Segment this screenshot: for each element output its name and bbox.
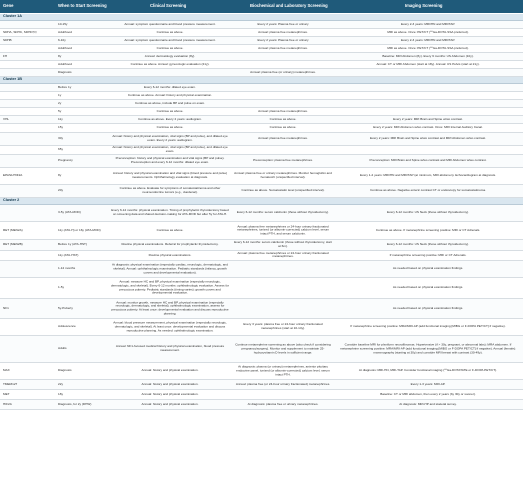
cell-clinical: Continue as above. <box>156 227 184 232</box>
cell-when: Adolescence <box>58 324 76 329</box>
cell-imaging: Annual: CT or MRI Abdomen (start at 18y). Annual: US Pelvis (start at 21y). <box>376 61 480 66</box>
cell-when: 18y <box>58 391 63 396</box>
cell-clinical: Routine physical examinations. Referral for prophylactic thyroidectomy. <box>121 242 219 247</box>
cell-imaging: Every 2-3 years: MRI/HN and MRI/TAP. <box>400 37 456 42</box>
cell-biochem: Every 3 years: plasma free or 24-hour urinary fractionated metanephrines (start at 10-14y). <box>243 322 323 330</box>
table-row <box>0 240 523 251</box>
cell-imaging: If metanephrine screening positive: MRI or CT Adrenals. <box>389 252 467 257</box>
cell-clinical: Annual: history and physical examination. <box>141 381 199 386</box>
cell-biochem: Continue metanephrine screening as above (also check if considering pregnancy/surgery). Monitor and supplement to maintain 25-hydroxyvitamin D levels in sufficient range. <box>235 342 331 354</box>
table-row <box>0 69 523 77</box>
cell-biochem: Continue as above. <box>269 125 297 130</box>
cell-gene: NF1 <box>3 305 9 310</box>
cell-clinical: Continue as above, include BP and pulse on exam. <box>134 100 206 105</box>
cell-when: 8y <box>58 53 62 58</box>
cell-when: 1-12 months <box>58 266 76 271</box>
cell-when: 65y <box>58 147 63 152</box>
cell-biochem: Continue as above. <box>269 116 297 121</box>
table-row <box>0 205 523 222</box>
cell-biochem: Annual: plasma free metanephrines or 24-hour urinary fractionated metanephrines. <box>237 250 329 259</box>
section-header-row <box>0 77 523 84</box>
cell-clinical: Annual: history and physical examination, vital signs (BP and pulse), and dilated eye exam. Every 2 years: audiogram. <box>112 134 228 142</box>
cell-imaging: Every 2 years: MRI Abdomen w/wo contrast. Once: MRI Internal Auditory Canal. <box>373 125 483 130</box>
table-row <box>0 133 523 146</box>
cell-clinical: Annual: history and physical examination and vital signs (blood pressure and pulse) measurements. Ophthalmology evaluation at diagnosis. <box>112 171 228 179</box>
cell-clinical: Annual: history and physical examination, vital signs (BP and pulse), and dilated eye exam. <box>112 145 228 153</box>
cell-biochem: At diagnosis: plasma free or urinary metanephrines. <box>247 401 319 406</box>
cell-biochem: Annual: plasma free metanephrines. <box>258 45 308 50</box>
cell-clinical: Preconception: history and physical examination and vital signs (BP and pulse). Preconception and every 6-12 months: dilated eye exam. <box>115 156 225 164</box>
table-row <box>0 108 523 116</box>
cell-clinical: Annual: monitor growth, measure HC and BP, physical examination (especially neurologic, dermatologic, and skeletal), ophthalmologic examination, assess for precocious puberty. At least once: developmental evaluation and discuss reproductive planning. <box>111 299 229 316</box>
cell-clinical: Continue as above. <box>156 45 184 50</box>
cell-biochem: Every 2 years: Plasma free or urinary <box>257 37 309 42</box>
cell-biochem: Preconception: plasma free metanephrines. <box>253 158 313 163</box>
cell-when: Before 1y (ATA-HST) <box>58 242 87 247</box>
cell-when: 1-5y <box>58 285 65 290</box>
cell-imaging: Every 2-3 years: MRI/HN and MRI/TAP. <box>400 21 456 26</box>
cell-clinical: Continue as above. <box>156 125 184 130</box>
cell-clinical: At diagnosis: physical examination (especially cardiac, neurologic, dermatologic, and skeletal). Annual: ophthalmologic examination. Pediatric standards (infancy, growth curves and developmental evaluation). <box>112 262 228 274</box>
cell-clinical: Routine physical examinations. <box>148 252 192 257</box>
cell-imaging: As needed based on physical examination findings. <box>392 285 464 290</box>
cell-imaging: Preconception: MRI Brain and Spine w/wo contrast and MRI Abdomen w/wo contrast. <box>369 158 487 163</box>
cell-gene: SDHA, SDHC, SDHD†/‡ <box>3 29 37 34</box>
cell-imaging: Every 2 years: MRI Brain and Spine w/wo contrast. <box>393 116 463 121</box>
cell-imaging: MRI as above. Once: PET/CT (⁶⁸Ga-DOTA-SSA preferred). <box>387 45 469 50</box>
table-row <box>0 29 523 37</box>
cell-gene: MAX <box>3 368 10 373</box>
table-row <box>0 124 523 133</box>
cell-clinical: Continue as above. Every 2 years: audiogram. <box>138 116 202 121</box>
cell-when: 10-15y <box>58 21 68 26</box>
cell-biochem: Annual: plasma free metanephrines. <box>258 136 308 141</box>
cell-clinical: Annual: NF1-focused medical history and physical examination, blood pressure measurement. <box>115 344 225 352</box>
cell-when: Before 1y <box>58 84 72 89</box>
table-row <box>0 155 523 168</box>
table-row <box>0 21 523 29</box>
cell-gene: RET (MEN2A) <box>3 227 23 232</box>
cell-when: 22y <box>58 381 63 386</box>
cell-when: Adulthood <box>58 61 72 66</box>
cell-when: 15y <box>58 125 63 130</box>
cell-gene: HIF2A <box>3 401 12 406</box>
cell-biochem: Every 6-12 months: serum calcitonin (those without thyroidectomy). <box>236 210 330 215</box>
cell-gene: SDHB <box>3 37 12 42</box>
cell-biochem: Annual: plasma free (or urinary) metanephrines. <box>250 69 316 74</box>
section-header-row <box>0 198 523 205</box>
section-header-row <box>0 14 523 21</box>
cell-biochem: Annual: plasma free metanephrines. <box>258 108 308 113</box>
table-row <box>0 363 523 380</box>
table-row <box>0 319 523 336</box>
cell-when: Diagnosis <box>58 69 72 74</box>
table-row <box>0 116 523 124</box>
cell-when: Diagnosis <box>58 368 72 373</box>
cell-biochem: Continue as above. Somatostatin level (unspecified interval). <box>241 188 325 193</box>
cell-when: 11y <box>58 116 63 121</box>
cell-when: 2y <box>58 100 62 105</box>
cell-when: 11y (ATA-H) or 16y (ATA-MOD) <box>58 227 101 232</box>
cell-biochem: Annual: plasma free (or 24-hour urinary fractionated) metanephrines. <box>235 381 331 386</box>
cell-clinical: Annual: dermatology evaluation (8y). <box>144 53 196 58</box>
cell-when: 20y <box>58 188 63 193</box>
cell-gene: RET (MEN2B) <box>3 242 23 247</box>
cell-clinical: Continue as above. Evaluate for symptoms of somatostatinoma and other neuroendocrine tumors (e.g., duodenal). <box>119 186 221 194</box>
cell-when: 11y (ATA-HST) <box>58 252 79 257</box>
cell-imaging: As needed based on physical examination findings. <box>392 266 464 271</box>
cell-clinical: Continue as above. Annual: history and physical examination. <box>127 92 213 97</box>
cell-when: 5y-Puberty <box>58 305 73 310</box>
cell-when: Adults <box>58 346 67 351</box>
cell-clinical: Every 6-12 months: physical examination. Timing of prophylactic thyroidectomy based on screening data and shared decision-making for ATA-MOD but after 5y for ATA-H. <box>111 208 229 216</box>
cell-gene: VHL <box>3 116 10 121</box>
header-biochem: Biochemical and Laboratory Screening <box>250 3 328 8</box>
table-row <box>0 168 523 185</box>
cell-when: 5y <box>58 108 62 113</box>
cell-when: Adulthood <box>58 45 72 50</box>
table-row <box>0 84 523 92</box>
table-row <box>0 45 523 53</box>
cell-biochem: Every 2 years: Plasma free or urinary <box>257 21 309 26</box>
table-row <box>0 336 523 363</box>
table-row <box>0 251 523 261</box>
cell-clinical: Continue as above. <box>156 108 184 113</box>
cell-imaging: Continue as above. If metanephrine screening positive: MRI or CT Adrenals. <box>375 227 481 232</box>
table-row <box>0 278 523 299</box>
table-row <box>0 261 523 278</box>
cell-imaging: Every 2 years: MRI Brain and Spine w/wo contrast and MRI Abdomen w/wo contrast. <box>369 136 487 141</box>
cell-imaging: Baseline: CT or MRI abdomen, then every 2 years (by 30y or sooner). <box>380 391 476 396</box>
cell-when: 6-10y <box>58 37 66 42</box>
table-row <box>0 380 523 390</box>
cell-biochem: Every 6-12 months: serum calcitonin (those without thyroidectomy, start at 6m). <box>234 240 332 248</box>
cell-when: Pregnancy <box>58 158 73 163</box>
cell-imaging: At diagnosis: MRI-HN, MRI-TAP. Consider functional imaging (⁶⁸Ga-DOTATATE or F-DOPA PET/CT). <box>358 368 498 373</box>
cell-clinical: Annual: history and physical examination. <box>141 401 199 406</box>
table-row <box>0 61 523 69</box>
table-row <box>0 222 523 240</box>
cell-when: 8y <box>58 173 62 178</box>
table-row <box>0 146 523 155</box>
cell-when: Adulthood <box>58 29 72 34</box>
cell-imaging: Every 1-3 years: MRI-AP. <box>410 381 446 386</box>
cell-biochem: Annual: plasma free metanephrines or 24-hour urinary fractionated metanephrines, ionized (or albumin-corrected) calcium level, serum intact PTH, and serum calcitonin. <box>236 223 330 236</box>
cell-imaging: MRI as above. Once: PET/CT (⁶⁸Ga-DOTA-SSA preferred). <box>387 29 469 34</box>
cell-clinical: Continue as above. <box>156 29 184 34</box>
cell-gene: TMEM127 <box>3 381 18 386</box>
table-row <box>0 390 523 400</box>
cell-clinical: Annual: history and physical examination. <box>141 368 199 373</box>
cell-clinical: Annual: history and physical examination. <box>141 391 199 396</box>
cell-imaging: Every 1-2 years: MRI/HN and MRI/TAP (at minimum, MRI abdomen). Echocardiogram at diagnosis. <box>359 173 497 178</box>
cell-imaging: As needed based on physical examination findings. <box>392 305 464 310</box>
header-clinical: Clinical Screening <box>150 3 187 8</box>
cell-imaging: Baseline: MRI Abdomen (8y). Every 6 months: US Abdomen (10y). <box>382 53 474 58</box>
cell-biochem: Annual: plasma free metanephrines. <box>258 29 308 34</box>
table-row <box>0 400 523 410</box>
cell-when: 3-5y (ATA-MOD) <box>58 210 81 215</box>
cell-imaging: If metanephrine screening positive: MRA/MRI-AP (add functional imaging [MIBG or F-DOPA PET/CT] if negative). <box>350 324 506 329</box>
cell-biochem: Annual: plasma free or urinary metanephrines. Monitor hemoglobin and hematocrit (unspecified interval). <box>234 171 332 179</box>
cell-when: Diagnosis, for 2y (DHW) <box>58 401 92 406</box>
cell-when: 1y <box>58 92 62 97</box>
table-row <box>0 100 523 108</box>
section-label: Cluster 1B <box>3 77 22 82</box>
cell-imaging: Every 6-12 months: US Neck (those without thyroidectomy). <box>386 242 470 247</box>
section-label: Cluster 1A <box>3 14 22 19</box>
header-imaging: Imaging Screening <box>405 3 443 8</box>
cell-imaging: Continue as above. Negative enteric contrast CT or endoscopy for somatostatinoma. <box>370 188 486 193</box>
cell-clinical: Annual: symptom questionnaire and blood pressure measurement. <box>124 21 216 26</box>
cell-clinical: Annual: blood pressure measurement, physical examination (especially neurologic, dermatologic, and skeletal). At least once: developmental evaluation and discuss reproductive planning. As needed: ophthalmologic examination. <box>113 320 227 332</box>
cell-gene: EPAS1/HIF2A <box>3 173 23 178</box>
table-row <box>0 53 523 61</box>
table-row <box>0 37 523 45</box>
cell-imaging: At diagnosis: MRI-HP and skeletal survey. <box>399 401 457 406</box>
header-condition: Gene <box>3 3 14 8</box>
cell-clinical: Annual: measure HC and BP, physical examination (especially neurologic, dermatologic, and skeletal). Every 6-12 months: ophthalmologic evaluation. Assess for precocious puberty. Pediatric standards (timing varies): growth curves and developmental evaluation. <box>110 279 230 295</box>
table-row <box>0 299 523 319</box>
header-when: When to Start Screening <box>58 3 107 8</box>
cell-clinical: Continue as above. Annual: gynecologic evaluation (21y). <box>130 61 210 66</box>
cell-imaging: Consider baseline MRI for plexiform neurofibromas. Hypertensive (if > 30y, pregnant, or abnormal labs): MRA abdomen. If metanephrine screening positive: MRA/MRI-AP (add functional imaging [MIBG or F-DOPA PET/CT] if negative). Annual (female): mammography (starting at 30y) and consider MRI breast with contrast (30-49y). <box>340 342 516 354</box>
cell-clinical: Annual: symptom questionnaire and blood pressure measurement. <box>124 37 216 42</box>
cell-gene: MET <box>3 391 10 396</box>
table-row <box>0 185 523 198</box>
cell-gene: FH <box>3 53 8 58</box>
cell-when: 30y <box>58 136 63 141</box>
cell-imaging: Every 6-12 months: US Neck (those without thyroidectomy). <box>386 210 470 215</box>
cell-clinical: Every 6-12 months: dilated eye exam. <box>144 84 196 89</box>
table-header-row <box>0 0 523 13</box>
section-label: Cluster 2 <box>3 198 20 203</box>
cell-biochem: At diagnosis: plasma (or urinary) metanephrines, anterior pituitary endocrine panel, ionized (or albumin-corrected) calcium level, serum intact PTH. <box>236 364 330 376</box>
table-row <box>0 92 523 100</box>
